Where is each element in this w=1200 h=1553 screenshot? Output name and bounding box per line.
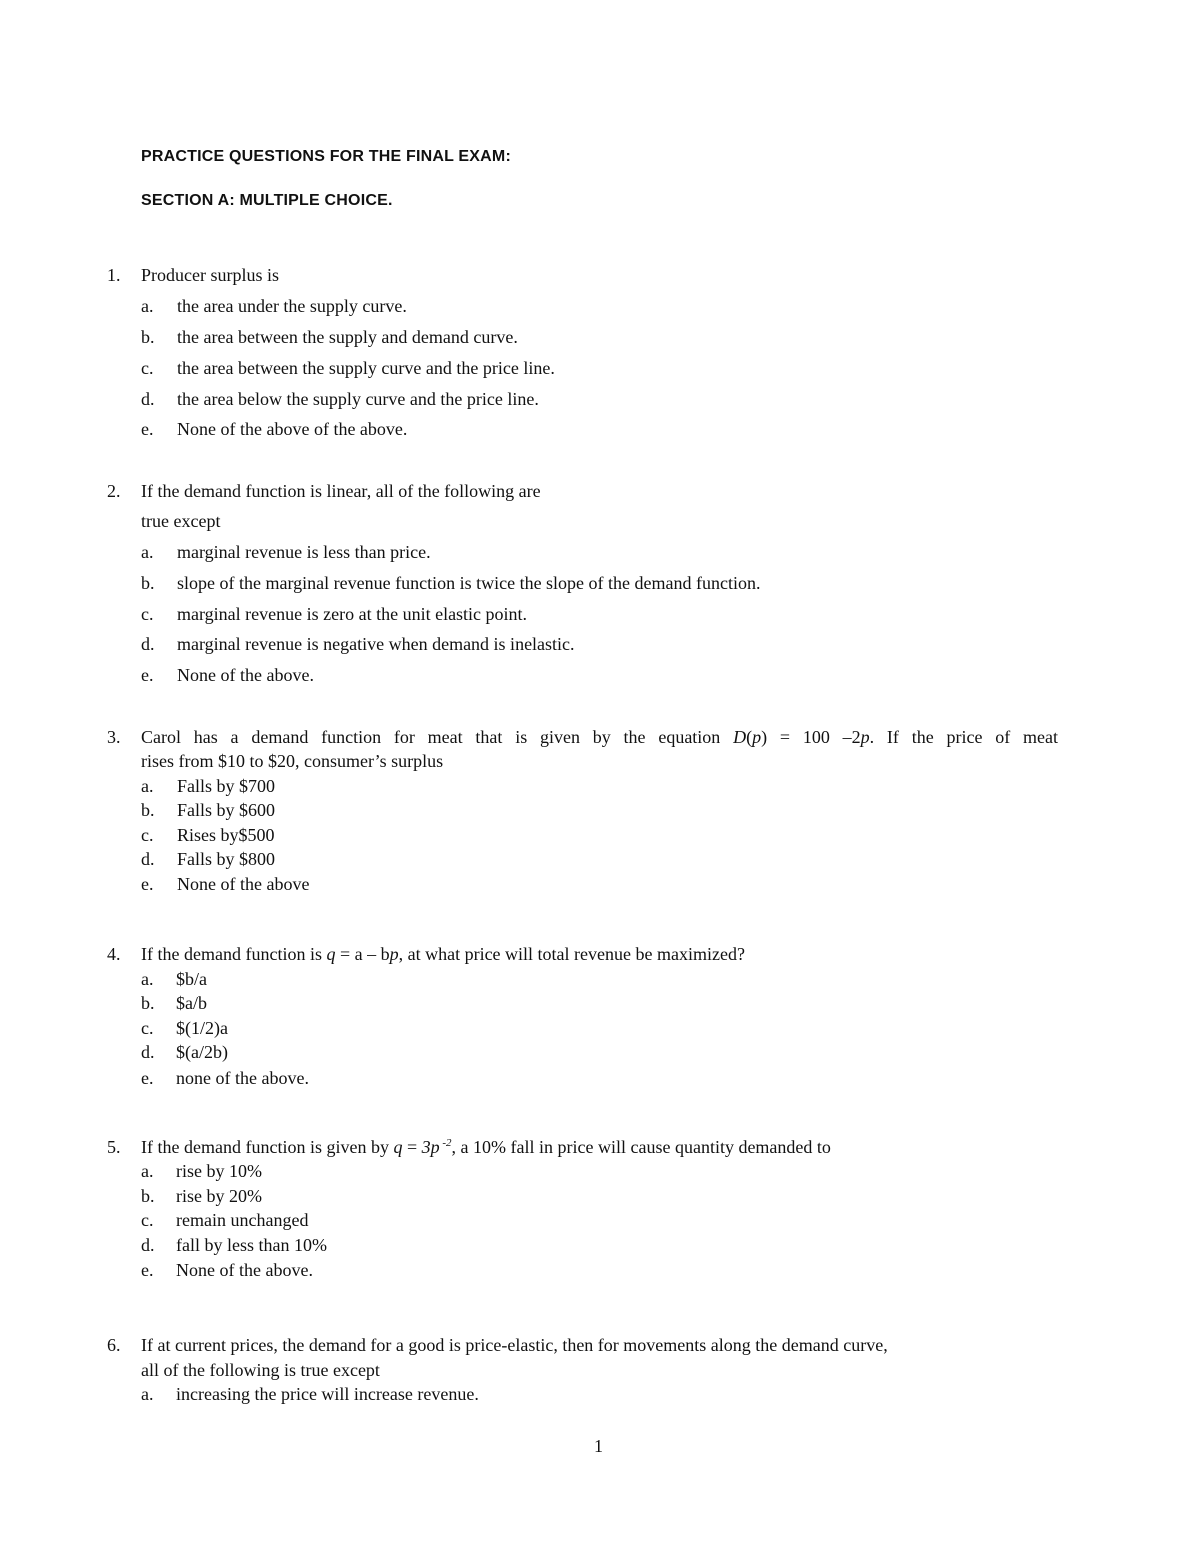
section-heading: SECTION A: MULTIPLE CHOICE. — [141, 192, 393, 209]
option-letter: c. — [141, 358, 154, 378]
option-letter: a. — [141, 296, 154, 316]
option-text: rise by 10% — [176, 1161, 262, 1181]
option-text: marginal revenue is negative when demand is inelastic. — [177, 634, 575, 654]
option-letter: a. — [141, 969, 154, 989]
option-letter: d. — [141, 1042, 155, 1062]
option-text: remain unchanged — [176, 1210, 309, 1230]
option-text: the area under the supply curve. — [177, 296, 407, 316]
stem-text: Carol has a demand function for meat that is given by the equation — [141, 727, 734, 747]
option-text: Falls by $800 — [177, 849, 276, 869]
stem-math: p — [860, 727, 870, 747]
question-stem — [141, 727, 1058, 748]
option-letter: b. — [141, 1186, 155, 1206]
stem-text: ) = 100 –2 — [761, 727, 861, 747]
option-letter: d. — [141, 389, 155, 409]
option-text: None of the above — [177, 874, 310, 894]
option-letter: c. — [141, 1210, 154, 1230]
question-stem: If the demand function is linear, all of the following are — [141, 481, 541, 501]
stem-text: , a 10% fall in price will cause quantity demanded to — [451, 1137, 831, 1157]
option-letter: a. — [141, 542, 154, 562]
question-stem: If at current prices, the demand for a good is price-elastic, then for movements along the demand curve, — [141, 1335, 888, 1355]
question-number: 5. — [107, 1137, 121, 1157]
option-letter: b. — [141, 993, 155, 1013]
stem-exponent: -2 — [439, 1137, 452, 1149]
stem-text: , at what price will total revenue be maximized? — [398, 944, 745, 964]
document-title: PRACTICE QUESTIONS FOR THE FINAL EXAM: — [141, 148, 511, 165]
option-text: marginal revenue is zero at the unit elastic point. — [177, 604, 528, 624]
stem-math: 3p — [421, 1137, 440, 1157]
option-letter: e. — [141, 1260, 154, 1280]
stem-text: If the demand function is — [141, 944, 327, 964]
stem-text: = a – b — [335, 944, 390, 964]
option-letter: b. — [141, 327, 155, 347]
option-text: None of the above of the above. — [177, 419, 408, 439]
question-number: 1. — [107, 265, 121, 285]
option-letter: e. — [141, 874, 154, 894]
option-letter: c. — [141, 604, 154, 624]
option-letter: b. — [141, 800, 155, 820]
stem-math: p — [752, 727, 762, 747]
stem-math: q — [326, 944, 336, 964]
stem-math: D — [733, 727, 747, 747]
stem-text: ( — [746, 727, 753, 747]
question-number: 4. — [107, 944, 121, 964]
stem-text: . If the price of meat — [869, 727, 1058, 747]
option-text: the area between the supply curve and the price line. — [177, 358, 555, 378]
option-text: slope of the marginal revenue function is twice the slope of the demand function. — [177, 573, 761, 593]
option-text: $(1/2)a — [176, 1018, 228, 1038]
stem-math: p — [389, 944, 399, 964]
option-letter: d. — [141, 634, 155, 654]
option-letter: c. — [141, 1018, 154, 1038]
option-text: Falls by $600 — [177, 800, 276, 820]
stem-text: = — [402, 1137, 422, 1157]
option-text: rise by 20% — [176, 1186, 262, 1206]
option-text: the area below the supply curve and the price line. — [177, 389, 539, 409]
option-text: the area between the supply and demand curve. — [177, 327, 518, 347]
question-number: 3. — [107, 727, 121, 747]
option-text: increasing the price will increase revenue. — [176, 1384, 479, 1404]
option-text: Falls by $700 — [177, 776, 276, 796]
option-letter: e. — [141, 419, 154, 439]
option-text: Rises by$500 — [177, 825, 275, 845]
option-text: $(a/2b) — [176, 1042, 228, 1062]
option-text: $b/a — [176, 969, 207, 989]
question-stem — [141, 1137, 831, 1158]
option-letter: e. — [141, 665, 154, 685]
option-text: none of the above. — [176, 1068, 309, 1088]
stem-text: If the demand function is given by — [141, 1137, 394, 1157]
page-number: 1 — [594, 1436, 603, 1456]
stem-math: q — [393, 1137, 403, 1157]
question-number: 6. — [107, 1335, 121, 1355]
option-text: None of the above. — [177, 665, 314, 685]
option-letter: d. — [141, 1235, 155, 1255]
option-letter: a. — [141, 1161, 154, 1181]
question-stem-continued: true except — [141, 511, 221, 531]
option-text: None of the above. — [176, 1260, 313, 1280]
question-stem-continued: rises from $10 to $20, consumer’s surplus — [141, 751, 444, 771]
option-letter: b. — [141, 573, 155, 593]
option-text: fall by less than 10% — [176, 1235, 327, 1255]
option-letter: a. — [141, 776, 154, 796]
question-number: 2. — [107, 481, 121, 501]
question-stem: Producer surplus is — [141, 265, 279, 285]
option-letter: a. — [141, 1384, 154, 1404]
option-letter: e. — [141, 1068, 154, 1088]
option-letter: d. — [141, 849, 155, 869]
question-stem-continued: all of the following is true except — [141, 1360, 380, 1380]
option-text: $a/b — [176, 993, 207, 1013]
option-letter: c. — [141, 825, 154, 845]
option-text: marginal revenue is less than price. — [177, 542, 431, 562]
question-stem — [141, 944, 745, 965]
